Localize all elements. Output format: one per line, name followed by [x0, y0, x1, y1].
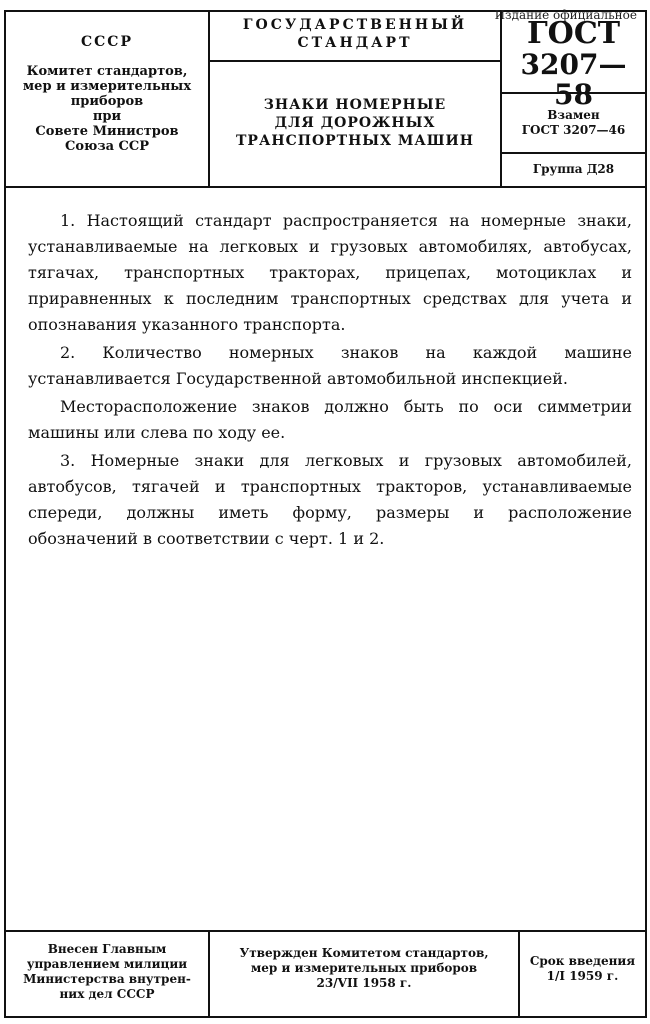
title-cell	[210, 12, 502, 186]
group-code: Группа Д28	[532, 162, 615, 176]
footer-table	[6, 930, 645, 1016]
committee-line: мер и измерительных	[22, 79, 192, 94]
title-line: ДЛЯ ДОРОЖНЫХ	[274, 115, 436, 131]
submitted-line: Внесен Главным	[47, 942, 167, 956]
edition-note: Издание официальное	[494, 8, 637, 22]
issuer-cell	[6, 12, 210, 186]
submitted-by-cell	[6, 932, 210, 1016]
paragraph: 1. Настоящий стандарт распространяется на номерные знаки, устанавливаемые на легковых и грузовых автомобилях, автобусах, тягачах, транспортных тракторах, прицепах, мотоциклах и приравненных к последним транспортных средствах для учета и опознавания указанного транспорта.	[28, 211, 632, 334]
paragraph: Месторасположение знаков должно быть по оси симметрии машины или слева по ходу ее.	[28, 397, 632, 442]
replaces-value: ГОСТ 3207—46	[521, 123, 626, 137]
effective-date-cell	[520, 932, 645, 1016]
committee-line: Союза ССР	[64, 139, 150, 154]
effective-line: Срок введения	[529, 954, 636, 968]
approved-line: 23/VII 1958 г.	[316, 976, 412, 990]
submitted-line: них дел СССР	[59, 987, 155, 1001]
effective-line: 1/I 1959 г.	[546, 969, 619, 983]
ussr-label: СССР	[81, 34, 133, 50]
paragraph: 2. Количество номерных знаков на каждой машине устанавливается Государственной автомобильной инспекцией.	[28, 343, 632, 388]
committee-line: Совете Министров	[35, 124, 179, 139]
committee-line: Комитет стандартов,	[26, 64, 188, 79]
standard-type-line: СТАНДАРТ	[297, 35, 413, 51]
gost-cell	[502, 12, 645, 186]
gost-designation	[502, 12, 645, 111]
paragraph: 3. Номерные знаки для легковых и грузовых автомобилей, автобусов, тягачей и транспортных тракторов, устанавливаемые спереди, должны иметь форму, размеры и расположение обозначений в соответствии с черт. 1 и 2.	[28, 451, 632, 548]
approved-line: мер и измерительных приборов	[250, 961, 478, 975]
standard-type	[210, 12, 500, 62]
document-body	[28, 208, 632, 554]
replaces-label: Взамен	[547, 108, 600, 122]
standard-type-line: ГОСУДАРСТВЕННЫЙ	[242, 17, 468, 33]
header-table	[6, 12, 645, 188]
title-line: ТРАНСПОРТНЫХ МАШИН	[236, 133, 474, 149]
committee-line: приборов	[70, 94, 144, 109]
document-frame	[4, 10, 647, 1018]
gost-label: ГОСТ	[526, 16, 621, 51]
committee-name	[6, 64, 208, 154]
submitted-line: управлением милиции	[26, 957, 188, 971]
gost-number: 3207—58	[520, 48, 627, 111]
submitted-line: Министерства внутрен-	[23, 972, 191, 986]
document-title	[210, 96, 500, 150]
committee-line: при	[92, 109, 122, 124]
approved-by-cell	[210, 932, 520, 1016]
title-line: ЗНАКИ НОМЕРНЫЕ	[263, 97, 447, 113]
approved-line: Утвержден Комитетом стандартов,	[239, 946, 489, 960]
